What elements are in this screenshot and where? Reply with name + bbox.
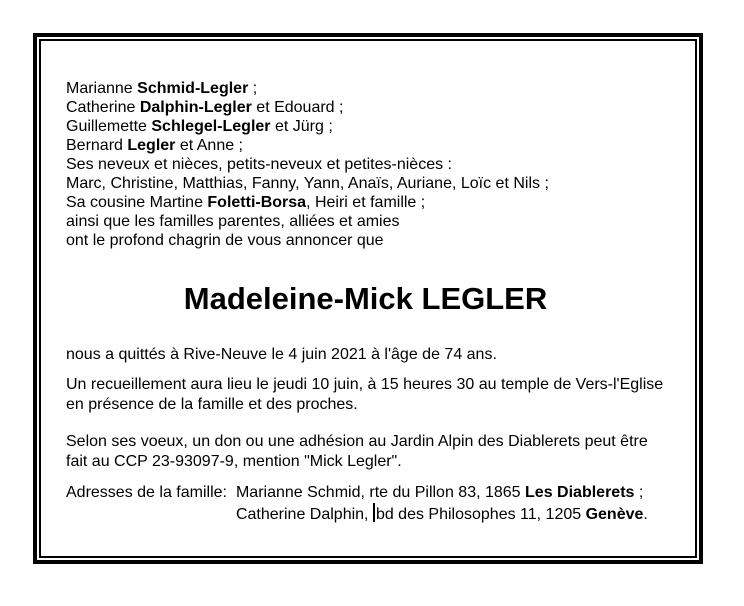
family-name-bold: Schlegel-Legler bbox=[151, 118, 271, 135]
text-segment: Marianne Schmid, rte du Pillon 83, 1865 bbox=[235, 484, 526, 501]
text-segment: Ses neveux et nièces, petits-neveux et petites-nièces : bbox=[66, 156, 452, 173]
family-line-6 bbox=[66, 174, 665, 193]
notice-content bbox=[41, 41, 695, 525]
death-info-paragraph bbox=[66, 345, 665, 365]
text-segment: Guillemette bbox=[66, 118, 152, 135]
family-name-bold: Dalphin-Legler bbox=[139, 99, 252, 116]
address-city-bold: Les Diablerets bbox=[525, 484, 635, 501]
address-line-1 bbox=[236, 483, 648, 503]
family-line-5 bbox=[66, 155, 665, 174]
addresses-label: Adresses de la famille: bbox=[66, 484, 227, 501]
text-segment: , Heiri et famille ; bbox=[306, 194, 426, 211]
address-city-bold: Genève bbox=[585, 506, 644, 523]
notice-frame bbox=[33, 33, 703, 564]
addresses-paragraph bbox=[66, 483, 665, 525]
text-segment: Marc, Christine, Matthias, Fanny, Yann, Anaïs, Auriane, Loïc et Nils ; bbox=[66, 175, 549, 192]
text-segment: ; bbox=[248, 80, 258, 97]
family-line-1 bbox=[66, 79, 665, 98]
text-segment: ainsi que les familles parentes, alliées et amies bbox=[66, 213, 400, 230]
paragraph-line: Selon ses voeux, un don ou une adhésion au Jardin Alpin des Diablerets peut être bbox=[66, 433, 648, 450]
family-line-9 bbox=[66, 231, 665, 250]
paragraph-line: fait au CCP 23-93097-9, mention "Mick Legler". bbox=[66, 453, 402, 470]
address-line-2 bbox=[236, 503, 648, 525]
text-segment: Marianne bbox=[66, 80, 138, 97]
text-segment: et Jürg ; bbox=[270, 118, 333, 135]
paragraph-line: nous a quittés à Rive-Neuve le 4 juin 2021 à l'âge de 74 ans. bbox=[66, 346, 497, 363]
family-line-3 bbox=[66, 117, 665, 136]
family-line-2 bbox=[66, 98, 665, 117]
paragraph-line: Un recueillement aura lieu le jeudi 10 juin, à 15 heures 30 au temple de Vers-l'Eglise bbox=[66, 376, 664, 393]
family-line-7 bbox=[66, 193, 665, 212]
notice-inner-frame bbox=[39, 39, 697, 558]
donation-paragraph bbox=[66, 432, 665, 472]
addresses-lines bbox=[236, 483, 648, 525]
text-segment: bd des Philosophes 11, 1205 bbox=[375, 506, 586, 523]
text-segment: ont le profond chagrin de vous annoncer que bbox=[66, 232, 384, 249]
family-announcement-block bbox=[66, 79, 665, 250]
text-segment: . bbox=[643, 506, 648, 523]
text-segment: et Anne ; bbox=[175, 137, 243, 154]
family-line-4 bbox=[66, 136, 665, 155]
text-segment: ; bbox=[634, 484, 644, 501]
family-name-bold: Schmid-Legler bbox=[137, 80, 249, 97]
text-segment: Bernard bbox=[66, 137, 128, 154]
text-segment: et Edouard ; bbox=[251, 99, 344, 116]
family-name-bold: Foletti-Borsa bbox=[207, 194, 307, 211]
family-line-8 bbox=[66, 212, 665, 231]
paragraph-line: en présence de la famille et des proches. bbox=[66, 396, 358, 413]
family-name-bold: Legler bbox=[127, 137, 176, 154]
text-segment: Catherine bbox=[66, 99, 140, 116]
text-segment: Catherine Dalphin, bbox=[235, 506, 373, 523]
deceased-name-title: Madeleine-Mick LEGLER bbox=[183, 281, 548, 316]
ceremony-paragraph bbox=[66, 375, 665, 415]
text-segment: Sa cousine Martine bbox=[66, 194, 208, 211]
text-caret bbox=[373, 503, 375, 522]
